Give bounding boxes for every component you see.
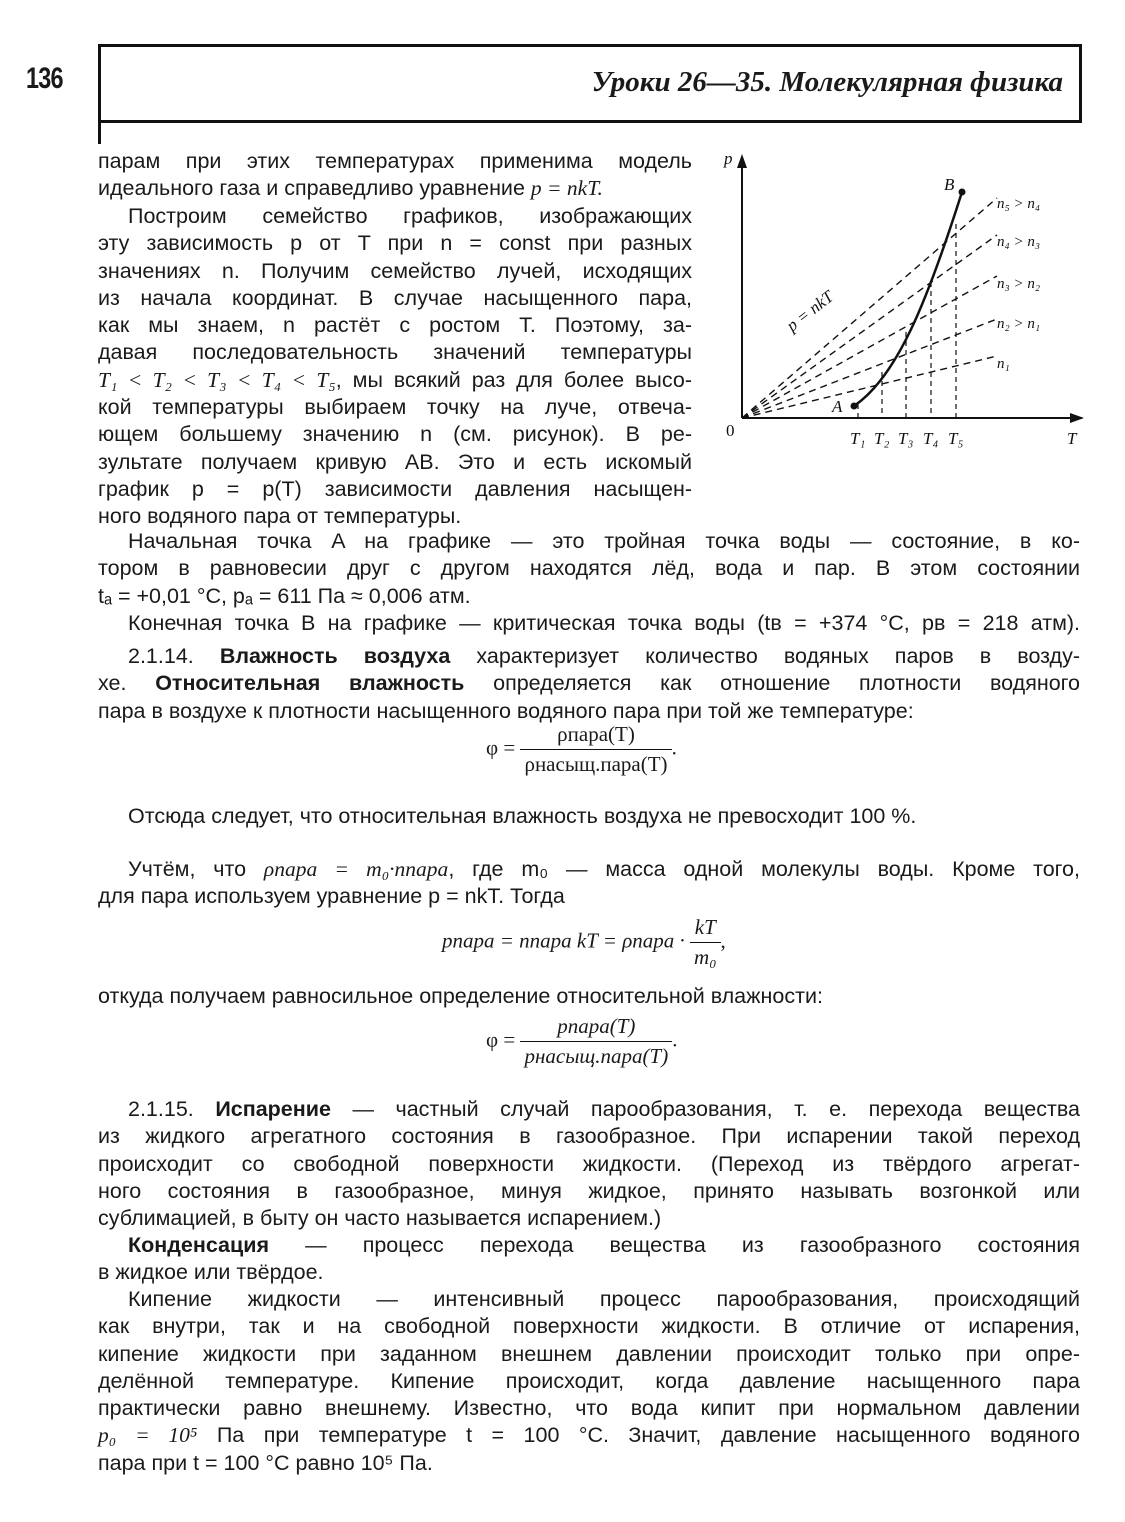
text-line: делённой температуре. Кипение происходит, когда давление насыщенного пара <box>98 1368 1080 1393</box>
tick-label-t3: T₃ <box>898 429 914 448</box>
formula-numerator: ρпара(T) <box>520 722 671 750</box>
text-line: значениях n. Получим семейство лучей, исходящих <box>98 258 692 283</box>
text-line: в жидкое или твёрдое. <box>98 1260 324 1285</box>
text-line: из жидкого агрегатного состояния в газообразное. При испарении такой переход <box>98 1124 1080 1149</box>
text-line: график p = p(T) зависимости давления насыщен- <box>98 476 692 501</box>
chapter-title: Уроки 26—35. Молекулярная физика <box>591 66 1063 98</box>
paragraph-ideal-gas <box>98 148 692 203</box>
header-tick <box>98 120 101 144</box>
text-line: как мы знаем, n растёт с ростом T. Поэтому, за- <box>98 313 692 338</box>
paragraph-critical-point <box>98 610 1080 637</box>
ray-n1 <box>742 356 997 418</box>
tick-label-t2: T₂ <box>874 429 890 448</box>
text-line: хе. Относительная влажность определяется как отношение плотности водяного <box>98 671 1080 696</box>
x-axis-label: T <box>1067 429 1077 448</box>
text-line: из начала координат. В случае насыщенного пара, <box>98 285 692 310</box>
text-line: идеального газа и справедливо уравнение p = nkT. <box>98 176 603 201</box>
formula-numerator: kT <box>690 915 720 943</box>
formula-lhs: φ = <box>486 735 521 760</box>
text-line: происходит со свободной поверхности жидкости. (Переход из твёрдого агрегат- <box>98 1151 1080 1176</box>
paragraph-triple-point <box>98 528 1080 610</box>
formula-denominator: m₀ <box>694 945 717 969</box>
ideal-gas-line-label: p = nkT <box>782 286 838 336</box>
ray-label-n1: n₁ <box>997 356 1010 372</box>
section-2-1-14 <box>98 643 1080 725</box>
text-line: 2.1.14. Влажность воздуха характеризует количество водяных паров в возду- <box>128 644 1080 668</box>
ray-n5 <box>742 198 997 418</box>
formula-lhs: φ = <box>486 1027 521 1052</box>
text-line: давая последовательность значений температуры <box>98 340 692 365</box>
text-line: ного водяного пара от температуры. <box>98 504 462 529</box>
section-2-1-15 <box>98 1096 1080 1232</box>
formula-end: . <box>672 1027 678 1052</box>
ray-label-n3: n₃ > n₂ <box>997 276 1041 292</box>
text-line: Начальная точка A на графике — это тройная точка воды — состояние, в ко- <box>128 529 1080 553</box>
text-line: зультате получаем кривую AB. Это и есть искомый <box>98 449 692 474</box>
tick-label-t1: T₁ <box>850 429 866 448</box>
ray-n3 <box>742 276 997 418</box>
formula-end: , <box>720 928 726 953</box>
text-line: сублимацией, в быту он часто называется испарением.) <box>98 1206 662 1231</box>
point-b-label: B <box>944 175 955 194</box>
text-line: пара при t = 100 °C равно 10⁵ Па. <box>98 1450 433 1475</box>
tick-label-t5: T₅ <box>948 429 964 448</box>
text-line: для пара используем уравнение p = nkT. Тогда <box>98 884 565 909</box>
ray-n4 <box>742 235 997 418</box>
page-number: 136 <box>26 62 63 95</box>
text-line: кипение жидкости при заданном внешнем давлении происходит только при опре- <box>98 1341 1080 1366</box>
tick-labels <box>850 429 963 448</box>
text-line: кой температуры выбираем точку на луче, отвеча- <box>98 395 692 420</box>
saturated-vapor-pressure-chart <box>712 142 1092 454</box>
header-rule <box>98 120 1082 123</box>
text-line: парам при этих температурах применима модель <box>98 149 692 173</box>
point-b-marker <box>959 189 966 196</box>
text-line: ющем большему значению n (см. рисунок). В ре- <box>98 422 692 447</box>
formula-lhs: pпара = nпара kT = ρпара · <box>442 928 691 953</box>
point-a-marker <box>851 403 858 410</box>
point-a-label: A <box>832 397 843 416</box>
text-line: p₀ = 10⁵ Па при температуре t = 100 °C. Значит, давление насыщенного водяного <box>98 1423 1080 1448</box>
text-line: Конечная точка B на графике — критическая точка воды (tв = +374 °C, pв = 218 атм). <box>128 611 1080 635</box>
paragraph-graph-family <box>98 203 692 531</box>
text-line: T₁ < T₂ < T₃ < T₄ < T₅, мы всякий раз для более высо- <box>98 367 692 392</box>
y-axis-label: p <box>724 149 733 168</box>
formula-denominator: pнасыщ.пара(T) <box>524 1044 669 1068</box>
paragraph-density-relation <box>98 856 1080 911</box>
ray-label-n2: n₂ > n₁ <box>997 316 1041 332</box>
text-line: пара в воздухе к плотности насыщенного водяного пара при той же температуре: <box>98 698 914 723</box>
text-line: Кипение жидкости — интенсивный процесс парообразования, происходящий <box>128 1287 1080 1311</box>
paragraph-humidity-limit <box>98 803 1080 830</box>
text-line: 2.1.15. Испарение — частный случай парообразования, т. е. перехода вещества <box>128 1097 1080 1121</box>
text-line: эту зависимость p от T при n = const при разных <box>98 231 692 256</box>
vapor-pressure-formula <box>442 915 726 970</box>
tick-label-t4: T₄ <box>923 429 939 448</box>
isochore-rays <box>742 198 997 418</box>
formula-fraction <box>520 1014 672 1069</box>
text-line: Конденсация — процесс перехода вещества из газообразного состояния <box>128 1233 1080 1257</box>
formula-fraction <box>690 915 720 970</box>
relative-humidity-formula-density <box>486 722 677 777</box>
ray-n2 <box>742 319 997 418</box>
text-line: tₐ = +0,01 °C, pₐ = 611 Па ≈ 0,006 атм. <box>98 583 471 608</box>
text-line: Отсюда следует, что относительная влажность воздуха не превосходит 100 %. <box>128 804 917 828</box>
formula-fraction <box>520 722 671 777</box>
ray-label-n5: n₅ > n₄ <box>997 196 1041 212</box>
relative-humidity-formula-pressure <box>486 1014 677 1069</box>
text-line: ного состояния в газообразное, минуя жидкое, принято называть возгонкой или <box>98 1178 1080 1203</box>
paragraph-boiling <box>98 1286 1080 1477</box>
formula-denominator: ρнасыщ.пара(T) <box>524 752 668 776</box>
ray-label-n4: n₄ > n₃ <box>997 234 1041 250</box>
paragraph-condensation <box>98 1232 1080 1287</box>
text-line: Учтём, что ρпара = m₀·nпара, где m₀ — масса одной молекулы воды. Кроме того, <box>128 857 1080 881</box>
text-line: откуда получаем равносильное определение относительной влажности: <box>98 984 823 1008</box>
ray-labels <box>997 196 1040 372</box>
origin-label: 0 <box>726 421 735 440</box>
formula-end: . <box>671 735 677 760</box>
text-line: Построим семейство графиков, изображающих <box>128 204 692 228</box>
text-line: как внутри, так и на свободной поверхности жидкости. В отличие от испарения, <box>98 1314 1080 1339</box>
paragraph-equivalent-definition <box>98 983 1080 1010</box>
text-line: тором в равновесии друг с другом находятся лёд, вода и пар. В этом состоянии <box>98 556 1080 581</box>
formula-numerator: pпара(T) <box>520 1014 672 1042</box>
text-line: практически равно внешнему. Известно, что вода кипит при нормальном давлении <box>98 1396 1080 1421</box>
